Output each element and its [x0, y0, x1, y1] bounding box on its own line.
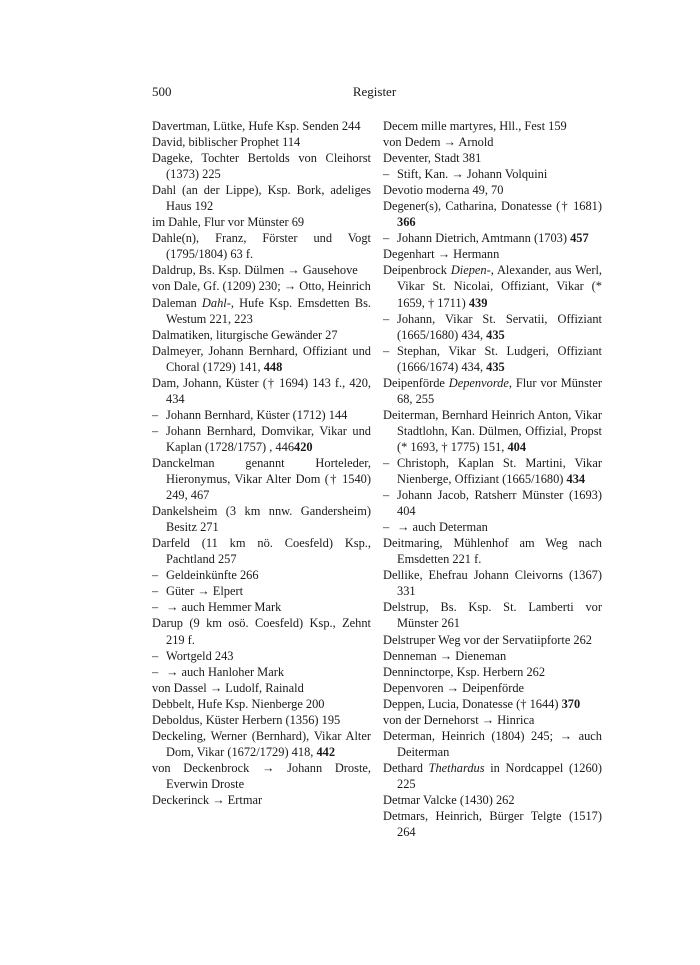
entry-text: Wortgeld 243 [166, 648, 234, 663]
subentry-dash: – [383, 311, 390, 326]
index-entry [152, 262, 371, 278]
entry-text: Güter → Elpert [166, 584, 244, 599]
entry-page-bold: 448 [263, 359, 283, 374]
entry-text: , Hufe Ksp. Emsdetten Bs. Westum 221, 223 [166, 295, 372, 326]
index-entry [152, 696, 371, 712]
entry-text: von Deckenbrock → Johann Droste, Everwin Droste [152, 760, 371, 791]
index-entry [152, 375, 371, 407]
entry-text: von Dale, Gf. (1209) 230; → Otto, Heinrich [152, 279, 371, 294]
index-entry [152, 407, 371, 423]
entry-text: Detmars, Heinrich, Bürger Telgte (1517) 264 [383, 809, 602, 840]
entry-text: Devotio moderna 49, 70 [383, 183, 504, 198]
subentry-dash: – [152, 584, 159, 599]
index-entry [152, 664, 371, 680]
entry-text: Johann Dietrich, Amtmann (1703) [397, 231, 571, 246]
page-number: 500 [152, 84, 172, 99]
entry-text: Johann, Vikar St. Servatii, Offiziant (1665/1680) 434, [397, 311, 602, 342]
entry-text: Darfeld (11 km nö. Coesfeld) Ksp., Pachtland 257 [152, 536, 371, 567]
index-entry [383, 118, 602, 134]
index-entry [383, 262, 602, 310]
index-column-left [152, 118, 371, 808]
entry-variant-italic: Thethardus [428, 760, 485, 775]
subentry-dash: – [152, 648, 159, 663]
entry-text: Deipenförde [383, 375, 449, 390]
index-entry [152, 712, 371, 728]
index-entry [383, 487, 602, 519]
entry-text: Christoph, Kaplan St. Martini, Vikar Nienberge, Offiziant (1665/1680) [397, 455, 602, 487]
entry-text: Johann Jacob, Ratsherr Münster (1693) 404 [397, 488, 602, 519]
entry-text: Danckelman genannt Horteleder, Hieronymus, Vikar Alter Dom († 1540) 249, 467 [152, 455, 371, 503]
entry-text: Deckerinck → Ertmar [152, 792, 263, 807]
index-entry [383, 311, 602, 343]
index-entry [152, 648, 371, 664]
entry-text: von Dedem → Arnold [383, 135, 494, 150]
entry-text: von Dassel → Ludolf, Rainald [152, 680, 304, 695]
subentry-dash: – [383, 488, 390, 503]
entry-text: Degener(s), Catharina, Donatesse († 1681) [383, 199, 602, 214]
entry-text: , Alexander, aus Werl, Vikar St. Nicolai, Offiziant, Vikar (* 1659, † 1711) [397, 263, 602, 310]
entry-text: Davertman, Lütke, Hufe Ksp. Senden 244 [152, 119, 361, 133]
subentry-dash: – [152, 664, 159, 679]
entry-text: Depenvoren → Deipenförde [383, 680, 525, 695]
entry-text: im Dahle, Flur vor Münster 69 [152, 215, 305, 230]
index-entry [383, 230, 602, 246]
entry-text: Determan, Heinrich (1804) 245; → auch Deiterman [383, 728, 602, 759]
index-entry [383, 728, 602, 760]
index-entry [152, 278, 371, 294]
entry-text: Stift, Kan. → Johann Volquini [397, 167, 548, 182]
entry-page-bold: 442 [316, 744, 336, 759]
index-entry [383, 792, 602, 808]
entry-page-bold: 434 [566, 472, 586, 487]
index-entry [383, 150, 602, 166]
entry-text: Decem mille martyres, Hll., Fest 159 [383, 119, 567, 133]
subentry-dash: – [383, 520, 390, 535]
subentry-dash: – [383, 167, 390, 182]
index-entry [383, 599, 602, 631]
index-entry [383, 166, 602, 182]
entry-text: Deckeling, Werner (Bernhard), Vikar Alter Dom, Vikar (1672/1729) 418, [152, 728, 371, 759]
index-entry [152, 535, 371, 567]
entry-page-bold: 404 [507, 439, 527, 454]
entry-text: Delstrup, Bs. Ksp. St. Lamberti vor Münster 261 [383, 600, 602, 631]
index-entry [383, 632, 602, 648]
entry-text: Deventer, Stadt 381 [383, 151, 482, 166]
index-entry [152, 615, 371, 647]
entry-page-bold: 439 [468, 295, 488, 310]
entry-text: Stephan, Vikar St. Ludgeri, Offiziant (1666/1674) 434, [397, 343, 602, 374]
index-entry [152, 680, 371, 696]
entry-text: Delstruper Weg vor der Servatiipforte 262 [383, 632, 593, 647]
entry-text: Geldeinkünfte 266 [166, 568, 259, 583]
index-entry [383, 519, 602, 535]
entry-variant-italic: Diepen- [450, 263, 491, 278]
index-entry [383, 712, 602, 728]
index-entry [383, 246, 602, 262]
entry-page-bold: 420 [294, 439, 313, 454]
index-entry [383, 664, 602, 680]
index-entry [383, 680, 602, 696]
entry-page-bold: 435 [486, 327, 505, 342]
subentry-dash: – [152, 423, 159, 438]
index-entry [152, 599, 371, 615]
entry-text: Dethard [383, 760, 429, 775]
entry-text: Dahle(n), Franz, Förster und Vogt (1795/1804) 63 f. [152, 231, 371, 262]
index-entry [152, 230, 371, 262]
entry-text: Detmar Valcke (1430) 262 [383, 792, 515, 807]
index-entry [152, 134, 371, 150]
entry-text: , Flur vor Münster 68, 255 [397, 375, 602, 406]
subentry-dash: – [152, 568, 159, 583]
entry-text: Dalmeyer, Johann Bernhard, Offiziant und Choral (1729) 141, [152, 343, 371, 374]
entry-text: → auch Hemmer Mark [166, 600, 282, 615]
index-entry [383, 455, 602, 487]
entry-text: Daldrup, Bs. Ksp. Dülmen → Gausehove [152, 263, 358, 278]
entry-text: Deppen, Lucia, Donatesse († 1644) [383, 696, 562, 711]
index-entry [152, 327, 371, 343]
index-entry [383, 407, 602, 455]
entry-variant-italic: Dahl- [201, 295, 231, 310]
subentry-dash: – [152, 600, 159, 615]
index-entry [383, 567, 602, 599]
entry-text: von der Dernehorst → Hinrica [383, 712, 535, 727]
entry-text: Deiterman, Bernhard Heinrich Anton, Vikar Stadtlohn, Kan. Dülmen, Offizial, Propst (* 1693, † 1775) 151, [383, 407, 602, 454]
entry-text: → auch Determan [397, 520, 488, 535]
entry-text: Darup (9 km osö. Coesfeld) Ksp., Zehnt 219 f. [152, 616, 371, 647]
entry-text: Deboldus, Küster Herbern (1356) 195 [152, 712, 341, 727]
entry-text: Dellike, Ehefrau Johann Cleivorns (1367) 331 [383, 568, 602, 599]
entry-text: Johann Bernhard, Domvikar, Vikar und Kaplan (1728/1757) [166, 423, 371, 454]
index-entry [152, 295, 371, 327]
index-entry [152, 423, 371, 455]
subentry-dash: – [383, 343, 390, 358]
entry-page-bold: 435 [486, 359, 505, 374]
entry-page-bold: 457 [570, 231, 589, 246]
subentry-dash: – [152, 407, 159, 422]
index-entry [152, 728, 371, 760]
page-header [152, 84, 597, 104]
index-entry [383, 343, 602, 375]
entry-text: Dahl (an der Lippe), Ksp. Bork, adeliges Haus 192 [152, 183, 371, 214]
subentry-dash: – [383, 455, 390, 470]
index-entry [152, 214, 371, 230]
entry-text: , 446 [269, 439, 295, 454]
index-entry [383, 182, 602, 198]
index-entry [152, 455, 371, 503]
index-entry [152, 503, 371, 535]
entry-text: Denneman → Dieneman [383, 648, 507, 663]
subentry-dash: – [383, 231, 390, 246]
index-entry [383, 198, 602, 230]
entry-text: Deitmaring, Mühlenhof am Weg nach Emsdetten 221 f. [383, 536, 602, 567]
running-title: Register [352, 84, 397, 99]
entry-text: David, biblischer Prophet 114 [152, 135, 301, 150]
index-entry [152, 792, 371, 808]
index-entry [152, 760, 371, 792]
entry-text: Daleman [152, 295, 202, 310]
index-entry [383, 760, 602, 792]
entry-text: Denninctorpe, Ksp. Herbern 262 [383, 664, 546, 679]
index-entry [383, 375, 602, 407]
entry-page-bold: 366 [397, 215, 416, 230]
index-entry [152, 343, 371, 375]
entry-text: → auch Hanloher Mark [166, 664, 285, 679]
index-entry [383, 696, 602, 712]
entry-variant-italic: Depenvorde [448, 375, 509, 390]
index-entry [383, 648, 602, 664]
entry-text: Deipenbrock [383, 263, 451, 278]
index-entry [383, 535, 602, 567]
entry-text: Dankelsheim (3 km nnw. Gandersheim) Besitz 271 [152, 504, 371, 535]
index-entry [152, 567, 371, 583]
index-entry [152, 150, 371, 182]
entry-text: in Nordcappel (1260) 225 [397, 760, 602, 791]
index-column-right [383, 118, 602, 840]
index-entry [152, 583, 371, 599]
entry-text: Degenhart → Hermann [383, 247, 500, 262]
entry-text: Dalmatiken, liturgische Gewänder 27 [152, 327, 338, 342]
entry-text: Dageke, Tochter Bertolds von Cleihorst (1373) 225 [152, 151, 371, 182]
index-entry [383, 808, 602, 840]
index-entry [152, 118, 371, 134]
entry-text: Johann Bernhard, Küster (1712) 144 [166, 407, 348, 422]
entry-text: Debbelt, Hufe Ksp. Nienberge 200 [152, 696, 325, 711]
entry-text: Dam, Johann, Küster († 1694) 143 f., 420, 434 [152, 375, 371, 406]
entry-page-bold: 370 [561, 696, 581, 711]
index-entry [383, 134, 602, 150]
index-entry [152, 182, 371, 214]
